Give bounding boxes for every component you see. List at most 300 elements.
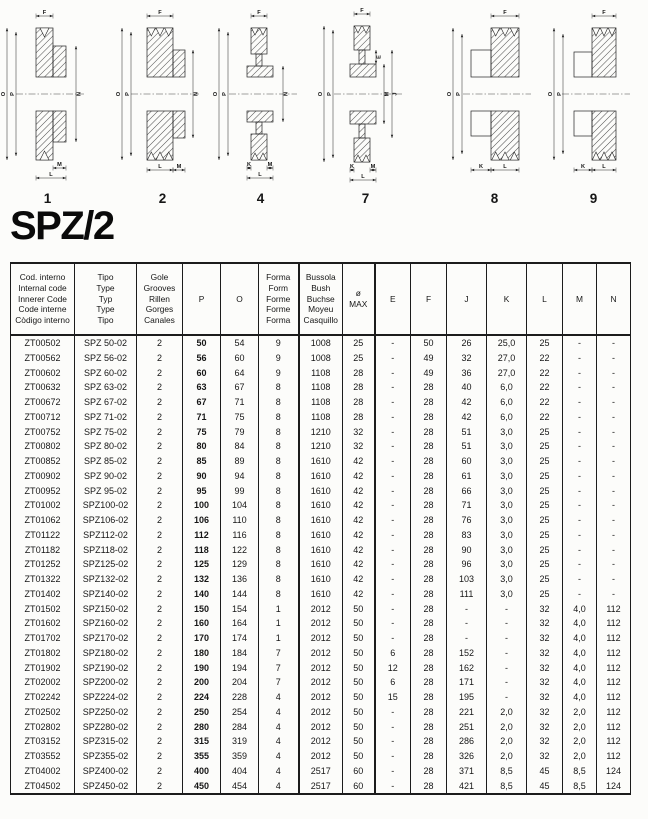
- cell: 2012: [299, 631, 343, 646]
- dimension-label: M: [370, 164, 376, 170]
- cell: 112: [183, 528, 221, 543]
- cell: 1610: [299, 513, 343, 528]
- cell: 42: [343, 498, 375, 513]
- cell: 2,0: [487, 734, 527, 749]
- cell: 42: [343, 528, 375, 543]
- table-row: [11, 439, 631, 454]
- cell: 195: [447, 690, 487, 705]
- cell: ZT01502: [11, 602, 75, 617]
- table-row: [11, 454, 631, 469]
- cell: 2: [137, 661, 183, 676]
- cell: 51: [447, 439, 487, 454]
- cell: 8: [259, 557, 299, 572]
- cell: 42: [343, 587, 375, 602]
- cell: ZT01322: [11, 572, 75, 587]
- cell: 42: [447, 395, 487, 410]
- dimension-label: F: [360, 8, 364, 14]
- dimension-label: O: [548, 91, 554, 97]
- cell: 9: [259, 366, 299, 381]
- cell: 129: [221, 557, 259, 572]
- cell: -: [375, 439, 411, 454]
- cell: SPZ450-02: [75, 779, 137, 795]
- cell: 7: [259, 675, 299, 690]
- cell: 1008: [299, 351, 343, 366]
- cell: 25: [527, 557, 563, 572]
- cell: 22: [527, 366, 563, 381]
- cell: 6,0: [487, 410, 527, 425]
- cell: 2,0: [487, 720, 527, 735]
- cell: 359: [221, 749, 259, 764]
- cell: ZT00502: [11, 335, 75, 351]
- cell: 50: [411, 335, 447, 351]
- cell: 32: [527, 690, 563, 705]
- cell: SPZ180-02: [75, 646, 137, 661]
- cell: 8: [259, 587, 299, 602]
- cell: 8,5: [563, 779, 597, 795]
- table-row: [11, 513, 631, 528]
- pulley-figure-7: [318, 4, 413, 206]
- cell: 2: [137, 646, 183, 661]
- cell: 1108: [299, 366, 343, 381]
- table-row: [11, 557, 631, 572]
- cell: 1610: [299, 557, 343, 572]
- cell: 32: [527, 646, 563, 661]
- table-row: [11, 425, 631, 440]
- cell: ZT04002: [11, 764, 75, 779]
- dimension-label: K: [478, 164, 484, 170]
- cell: 400: [183, 764, 221, 779]
- cell: 2012: [299, 602, 343, 617]
- cell: 28: [343, 395, 375, 410]
- table-row: [11, 410, 631, 425]
- cell: 60: [343, 764, 375, 779]
- cell: ZT01122: [11, 528, 75, 543]
- cell: 112: [597, 602, 631, 617]
- cell: SPZ 75-02: [75, 425, 137, 440]
- cell: 54: [221, 335, 259, 351]
- column-header: ø MAX: [343, 263, 375, 335]
- cell: 2: [137, 602, 183, 617]
- cell: 154: [221, 602, 259, 617]
- cell: 60: [447, 454, 487, 469]
- cell: 1008: [299, 335, 343, 351]
- cell: 124: [597, 764, 631, 779]
- cell: -: [375, 602, 411, 617]
- cell: -: [563, 528, 597, 543]
- dimension-label: K: [349, 164, 355, 170]
- cell: 61: [447, 469, 487, 484]
- cell: -: [563, 572, 597, 587]
- cell: ZT04502: [11, 779, 75, 795]
- cell: SPZ280-02: [75, 720, 137, 735]
- cell: 8: [259, 410, 299, 425]
- cell: 50: [343, 631, 375, 646]
- cell: SPZ 71-02: [75, 410, 137, 425]
- table-row: [11, 543, 631, 558]
- cell: 132: [183, 572, 221, 587]
- cell: 112: [597, 675, 631, 690]
- cell: 315: [183, 734, 221, 749]
- dimension-label: L: [49, 172, 53, 178]
- cell: 25: [527, 587, 563, 602]
- cell: -: [597, 454, 631, 469]
- cell: 8: [259, 513, 299, 528]
- cell: 49: [411, 366, 447, 381]
- cell: 2: [137, 616, 183, 631]
- column-header: Forma Form Forme Forme Forma: [259, 263, 299, 335]
- cell: -: [563, 335, 597, 351]
- dimension-label: N: [193, 91, 200, 97]
- cell: 75: [221, 410, 259, 425]
- cell: -: [563, 351, 597, 366]
- cell: 27,0: [487, 366, 527, 381]
- cell: 32: [527, 734, 563, 749]
- dimension-label: O: [447, 91, 453, 97]
- cell: 60: [183, 366, 221, 381]
- cell: 28: [411, 484, 447, 499]
- cell: -: [597, 528, 631, 543]
- cell: 22: [527, 395, 563, 410]
- cell: 404: [221, 764, 259, 779]
- cell: 28: [411, 513, 447, 528]
- cell: SPZ 50-02: [75, 335, 137, 351]
- cell: -: [597, 513, 631, 528]
- cell: 1610: [299, 587, 343, 602]
- cell: 8: [259, 543, 299, 558]
- cell: -: [487, 616, 527, 631]
- cell: 2: [137, 484, 183, 499]
- dimension-label: N: [76, 91, 83, 97]
- cell: 2: [137, 528, 183, 543]
- cell: -: [597, 587, 631, 602]
- cell: -: [597, 469, 631, 484]
- cell: 8: [259, 572, 299, 587]
- cell: 454: [221, 779, 259, 795]
- cell: -: [563, 513, 597, 528]
- cell: 4,0: [563, 646, 597, 661]
- cell: ZT00672: [11, 395, 75, 410]
- cell: 50: [343, 749, 375, 764]
- cell: 254: [221, 705, 259, 720]
- cell: 28: [411, 646, 447, 661]
- cell: 118: [183, 543, 221, 558]
- cell: 28: [343, 366, 375, 381]
- cell: -: [375, 469, 411, 484]
- cell: 90: [447, 543, 487, 558]
- cell: 8,5: [487, 779, 527, 795]
- dimension-label: M: [267, 162, 273, 168]
- cell: 110: [221, 513, 259, 528]
- cell: 25: [527, 498, 563, 513]
- cell: 122: [221, 543, 259, 558]
- cell: -: [597, 395, 631, 410]
- table-row: [11, 734, 631, 749]
- cell: 4,0: [563, 661, 597, 676]
- cell: -: [375, 764, 411, 779]
- cell: 25: [527, 425, 563, 440]
- cell: -: [563, 366, 597, 381]
- cell: 28: [411, 572, 447, 587]
- dimension-label: P: [557, 92, 563, 96]
- cell: 3,0: [487, 484, 527, 499]
- cell: 28: [411, 395, 447, 410]
- cell: 85: [183, 454, 221, 469]
- cell: 319: [221, 734, 259, 749]
- cell: 2: [137, 557, 183, 572]
- cell: 42: [447, 410, 487, 425]
- dimension-label: N: [283, 91, 290, 97]
- figure-number: 2: [158, 191, 167, 206]
- cell: 4: [259, 764, 299, 779]
- cell: 32: [343, 439, 375, 454]
- dimension-label: F: [158, 10, 162, 16]
- cell: 2012: [299, 661, 343, 676]
- cell: -: [563, 410, 597, 425]
- cell: 1108: [299, 410, 343, 425]
- dimension-label: O: [213, 91, 219, 97]
- dimension-label: F: [503, 10, 507, 16]
- cell: SPZ112-02: [75, 528, 137, 543]
- cell: -: [375, 631, 411, 646]
- table-row: [11, 395, 631, 410]
- cell: 160: [183, 616, 221, 631]
- table-row: [11, 572, 631, 587]
- cell: -: [487, 690, 527, 705]
- column-header: Bussola Bush Buchse Moyeu Casquillo: [299, 263, 343, 335]
- cell: 2012: [299, 705, 343, 720]
- cell: 8: [259, 395, 299, 410]
- cell: 112: [597, 661, 631, 676]
- dimension-label: K: [246, 162, 252, 168]
- cell: 71: [447, 498, 487, 513]
- cell: 42: [343, 543, 375, 558]
- cell: 4,0: [563, 690, 597, 705]
- cell: 2: [137, 513, 183, 528]
- cell: -: [375, 410, 411, 425]
- cell: -: [597, 543, 631, 558]
- cell: -: [375, 749, 411, 764]
- cell: 2: [137, 395, 183, 410]
- cell: 95: [183, 484, 221, 499]
- table-row: [11, 602, 631, 617]
- cell: 140: [183, 587, 221, 602]
- cell: 326: [447, 749, 487, 764]
- cell: SPZ400-02: [75, 764, 137, 779]
- cell: 25: [527, 439, 563, 454]
- column-header: F: [411, 263, 447, 335]
- cell: 421: [447, 779, 487, 795]
- cell: 2: [137, 749, 183, 764]
- cell: 28: [411, 498, 447, 513]
- cell: 32: [527, 661, 563, 676]
- cell: -: [597, 351, 631, 366]
- cell: 32: [527, 675, 563, 690]
- cell: 32: [527, 616, 563, 631]
- table-row: [11, 779, 631, 795]
- cell: 2: [137, 351, 183, 366]
- cell: 42: [343, 484, 375, 499]
- cell: 28: [411, 661, 447, 676]
- cell: ZT03552: [11, 749, 75, 764]
- cell: 51: [447, 425, 487, 440]
- cell: 355: [183, 749, 221, 764]
- cell: SPZ355-02: [75, 749, 137, 764]
- cell: 25: [527, 469, 563, 484]
- cell: 22: [527, 380, 563, 395]
- cell: 2012: [299, 720, 343, 735]
- cell: 8: [259, 498, 299, 513]
- column-header: Cod. interno Internal code Innerer Code Code interne Còdigo interno: [11, 263, 75, 335]
- cell: 4,0: [563, 602, 597, 617]
- cell: 25,0: [487, 335, 527, 351]
- cell: 170: [183, 631, 221, 646]
- dimension-label: P: [327, 92, 333, 96]
- cell: 2: [137, 705, 183, 720]
- cell: SPZ 67-02: [75, 395, 137, 410]
- dimension-label: L: [503, 164, 507, 170]
- pulley-figure-8: [447, 4, 542, 206]
- cell: ZT02002: [11, 675, 75, 690]
- cell: -: [375, 572, 411, 587]
- cell: 2: [137, 454, 183, 469]
- cell: ZT01002: [11, 498, 75, 513]
- cell: -: [597, 335, 631, 351]
- pulley-drawing-form-8: [447, 4, 542, 184]
- cell: 28: [411, 439, 447, 454]
- cell: 25: [343, 351, 375, 366]
- cell: SPZ 95-02: [75, 484, 137, 499]
- dimension-label: P: [10, 92, 16, 96]
- cell: 2: [137, 779, 183, 795]
- cell: 3,0: [487, 454, 527, 469]
- cell: 63: [183, 380, 221, 395]
- dimension-label: P: [456, 92, 462, 96]
- cell: -: [375, 528, 411, 543]
- cell: 96: [447, 557, 487, 572]
- cell: 171: [447, 675, 487, 690]
- cell: 3,0: [487, 513, 527, 528]
- dimension-label: M: [57, 162, 62, 168]
- cell: 2: [137, 734, 183, 749]
- pulley-drawing-form-1: [0, 4, 95, 184]
- cell: 136: [221, 572, 259, 587]
- pulley-figure-2: [115, 4, 210, 206]
- cell: 25: [527, 572, 563, 587]
- cell: 1108: [299, 380, 343, 395]
- cell: 27,0: [487, 351, 527, 366]
- dimension-label: P: [125, 92, 131, 96]
- cell: -: [447, 616, 487, 631]
- cell: 32: [527, 602, 563, 617]
- cell: -: [563, 557, 597, 572]
- cell: 42: [343, 557, 375, 572]
- cell: ZT02802: [11, 720, 75, 735]
- cell: SPZ 60-02: [75, 366, 137, 381]
- cell: 67: [221, 380, 259, 395]
- column-header: L: [527, 263, 563, 335]
- cell: 4,0: [563, 675, 597, 690]
- table-row: [11, 646, 631, 661]
- cell: 28: [411, 454, 447, 469]
- cell: 3,0: [487, 543, 527, 558]
- cell: -: [597, 380, 631, 395]
- dimension-label: K: [580, 164, 586, 170]
- dimension-label: F: [602, 10, 606, 16]
- pulley-drawing-form-2: [115, 4, 210, 184]
- cell: 28: [411, 469, 447, 484]
- cell: 28: [343, 380, 375, 395]
- figure-number: 8: [490, 191, 499, 206]
- cell: ZT01182: [11, 543, 75, 558]
- cell: 3,0: [487, 557, 527, 572]
- cell: SPZ118-02: [75, 543, 137, 558]
- cell: 67: [183, 395, 221, 410]
- cell: 251: [447, 720, 487, 735]
- cell: -: [375, 351, 411, 366]
- cell: -: [487, 646, 527, 661]
- cell: 150: [183, 602, 221, 617]
- cell: 3,0: [487, 425, 527, 440]
- cell: 2: [137, 675, 183, 690]
- table-row: [11, 675, 631, 690]
- cell: 50: [343, 675, 375, 690]
- cell: SPZ100-02: [75, 498, 137, 513]
- figure-number: 9: [589, 191, 598, 206]
- cell: -: [487, 661, 527, 676]
- cell: 60: [343, 779, 375, 795]
- cell: 2: [137, 469, 183, 484]
- cell: 84: [221, 439, 259, 454]
- cell: 2: [137, 380, 183, 395]
- table-row: [11, 498, 631, 513]
- cell: SPZ132-02: [75, 572, 137, 587]
- cell: -: [563, 469, 597, 484]
- cell: 8: [259, 528, 299, 543]
- cell: 22: [527, 351, 563, 366]
- cell: 50: [183, 335, 221, 351]
- table-row: [11, 528, 631, 543]
- figure-number: 4: [256, 191, 265, 206]
- dimension-label: O: [116, 91, 122, 97]
- cell: 2: [137, 439, 183, 454]
- cell: 25: [527, 543, 563, 558]
- cell: 28: [411, 779, 447, 795]
- cell: 32: [447, 351, 487, 366]
- cell: 7: [259, 646, 299, 661]
- cell: 28: [411, 380, 447, 395]
- cell: -: [375, 779, 411, 795]
- dimension-label: M: [384, 91, 391, 97]
- cell: -: [563, 439, 597, 454]
- cell: SPZ140-02: [75, 587, 137, 602]
- cell: 28: [411, 602, 447, 617]
- cell: 50: [343, 705, 375, 720]
- cell: 28: [411, 557, 447, 572]
- cell: 66: [447, 484, 487, 499]
- table-row: [11, 690, 631, 705]
- cell: 26: [447, 335, 487, 351]
- cell: 25: [527, 335, 563, 351]
- cell: 224: [183, 690, 221, 705]
- table-row: [11, 631, 631, 646]
- cell: 32: [527, 749, 563, 764]
- cell: 71: [221, 395, 259, 410]
- cell: 2: [137, 690, 183, 705]
- cell: -: [563, 380, 597, 395]
- pulley-drawing-form-9: [546, 4, 641, 184]
- cell: 28: [411, 720, 447, 735]
- cell: 1610: [299, 454, 343, 469]
